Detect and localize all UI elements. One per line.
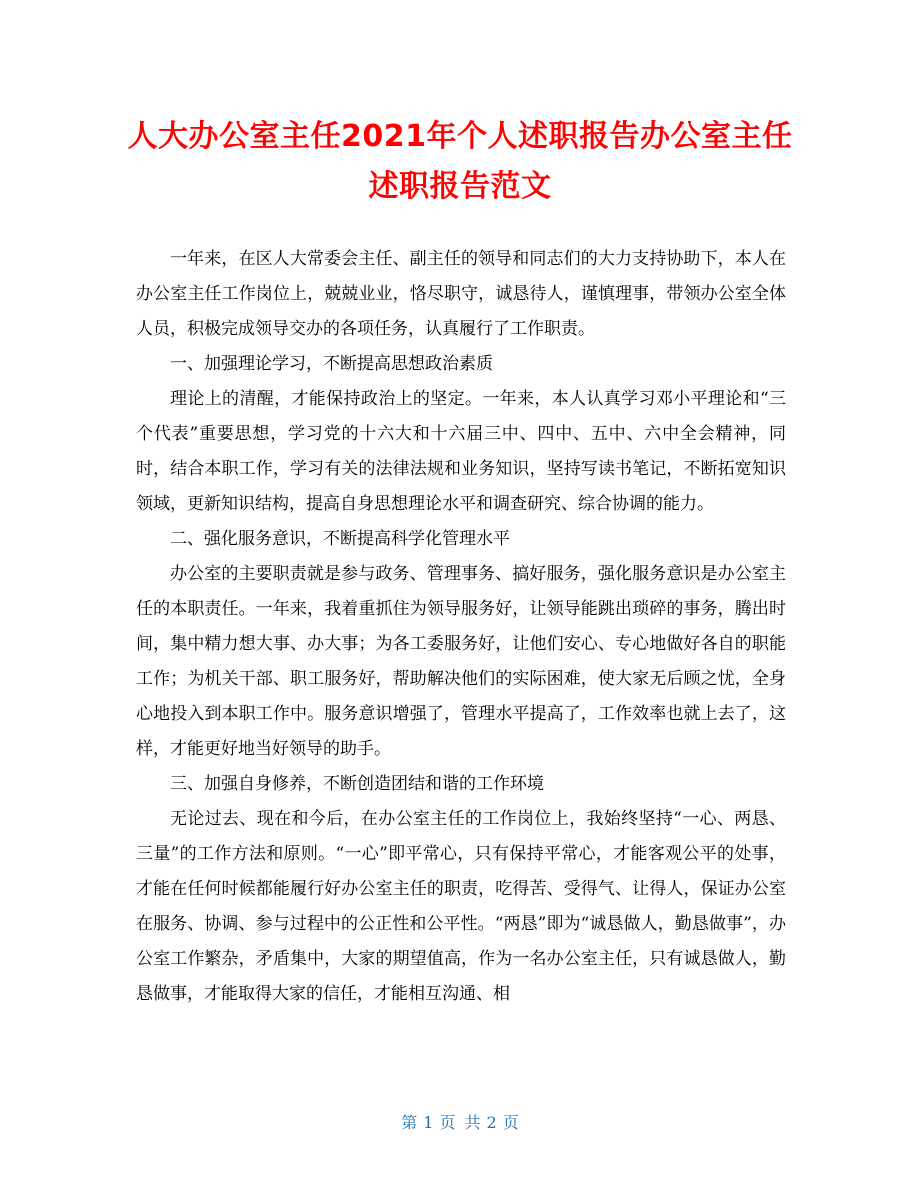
section-heading-1: 一、加强理论学习，不断提高思想政治素质 <box>170 354 493 374</box>
document-title: 人大办公室主任2021年个人述职报告办公室主任述职报告范文 <box>127 119 793 204</box>
document-body <box>136 242 786 1012</box>
section-heading-3: 三、加强自身修养，不断创造团结和谐的工作环境 <box>170 774 544 794</box>
page-label-prefix: 第 <box>401 1113 418 1132</box>
paragraph-section-1: 理论上的清醒，才能保持政治上的坚定。一年来，本人认真学习邓小平理论和“三个代表”重要思想，学习党的十六大和十六届三中、四中、五中、六中全会精神，同时，结合本职工作，学习有关的法律法规和业务知识，坚持写读书笔记，不断拓宽知识领域，更新知识结构，提高自身思想理论水平和调查研究、综合协调的能力。 <box>136 389 786 514</box>
total-page-number: 2 <box>486 1113 497 1132</box>
paragraph-section-3: 无论过去、现在和今后，在办公室主任的工作岗位上，我始终坚持“一心、两恳、三量”的工作方法和原则。“一心”即平常心，只有保持平常心，才能客观公平的处事，才能在任何时候都能履行好办公室主任的职责，吃得苦、受得气、让得人，保证办公室在服务、协调、参与过程中的公正性和公平性。“两恳”即为“诚恳做人，勤恳做事”，办公室工作繁杂，矛盾集中，大家的期望值高，作为一名办公室主任，只有诚恳做人，勤恳做事，才能取得大家的信任，才能相互沟通、相 <box>136 809 786 1004</box>
current-page-number: 1 <box>423 1113 434 1132</box>
paragraph-section-2: 办公室的主要职责就是参与政务、管理事务、搞好服务，强化服务意识是办公室主任的本职责任。一年来，我着重抓住为领导服务好，让领导能跳出琐碎的事务，腾出时间，集中精力想大事、办大事；为各工委服务好，让他们安心、专心地做好各自的职能工作；为机关干部、职工服务好，帮助解决他们的实际困难，使大家无后顾之忧，全身心地投入到本职工作中。服务意识增强了，管理水平提高了，工作效率也就上去了，这样，才能更好地当好领导的助手。 <box>136 564 786 759</box>
page-label-suffix: 页 <box>502 1113 519 1132</box>
paragraph-intro: 一年来，在区人大常委会主任、副主任的领导和同志们的大力支持协助下，本人在办公室主任工作岗位上，兢兢业业，恪尽职守，诚恳待人，谨慎理事，带领办公室全体人员，积极完成领导交办的各项任务，认真履行了工作职责。 <box>136 249 786 339</box>
section-heading-2: 二、强化服务意识，不断提高科学化管理水平 <box>170 529 510 549</box>
page-label-mid: 页 共 <box>439 1113 481 1132</box>
page-footer <box>0 1110 920 1133</box>
